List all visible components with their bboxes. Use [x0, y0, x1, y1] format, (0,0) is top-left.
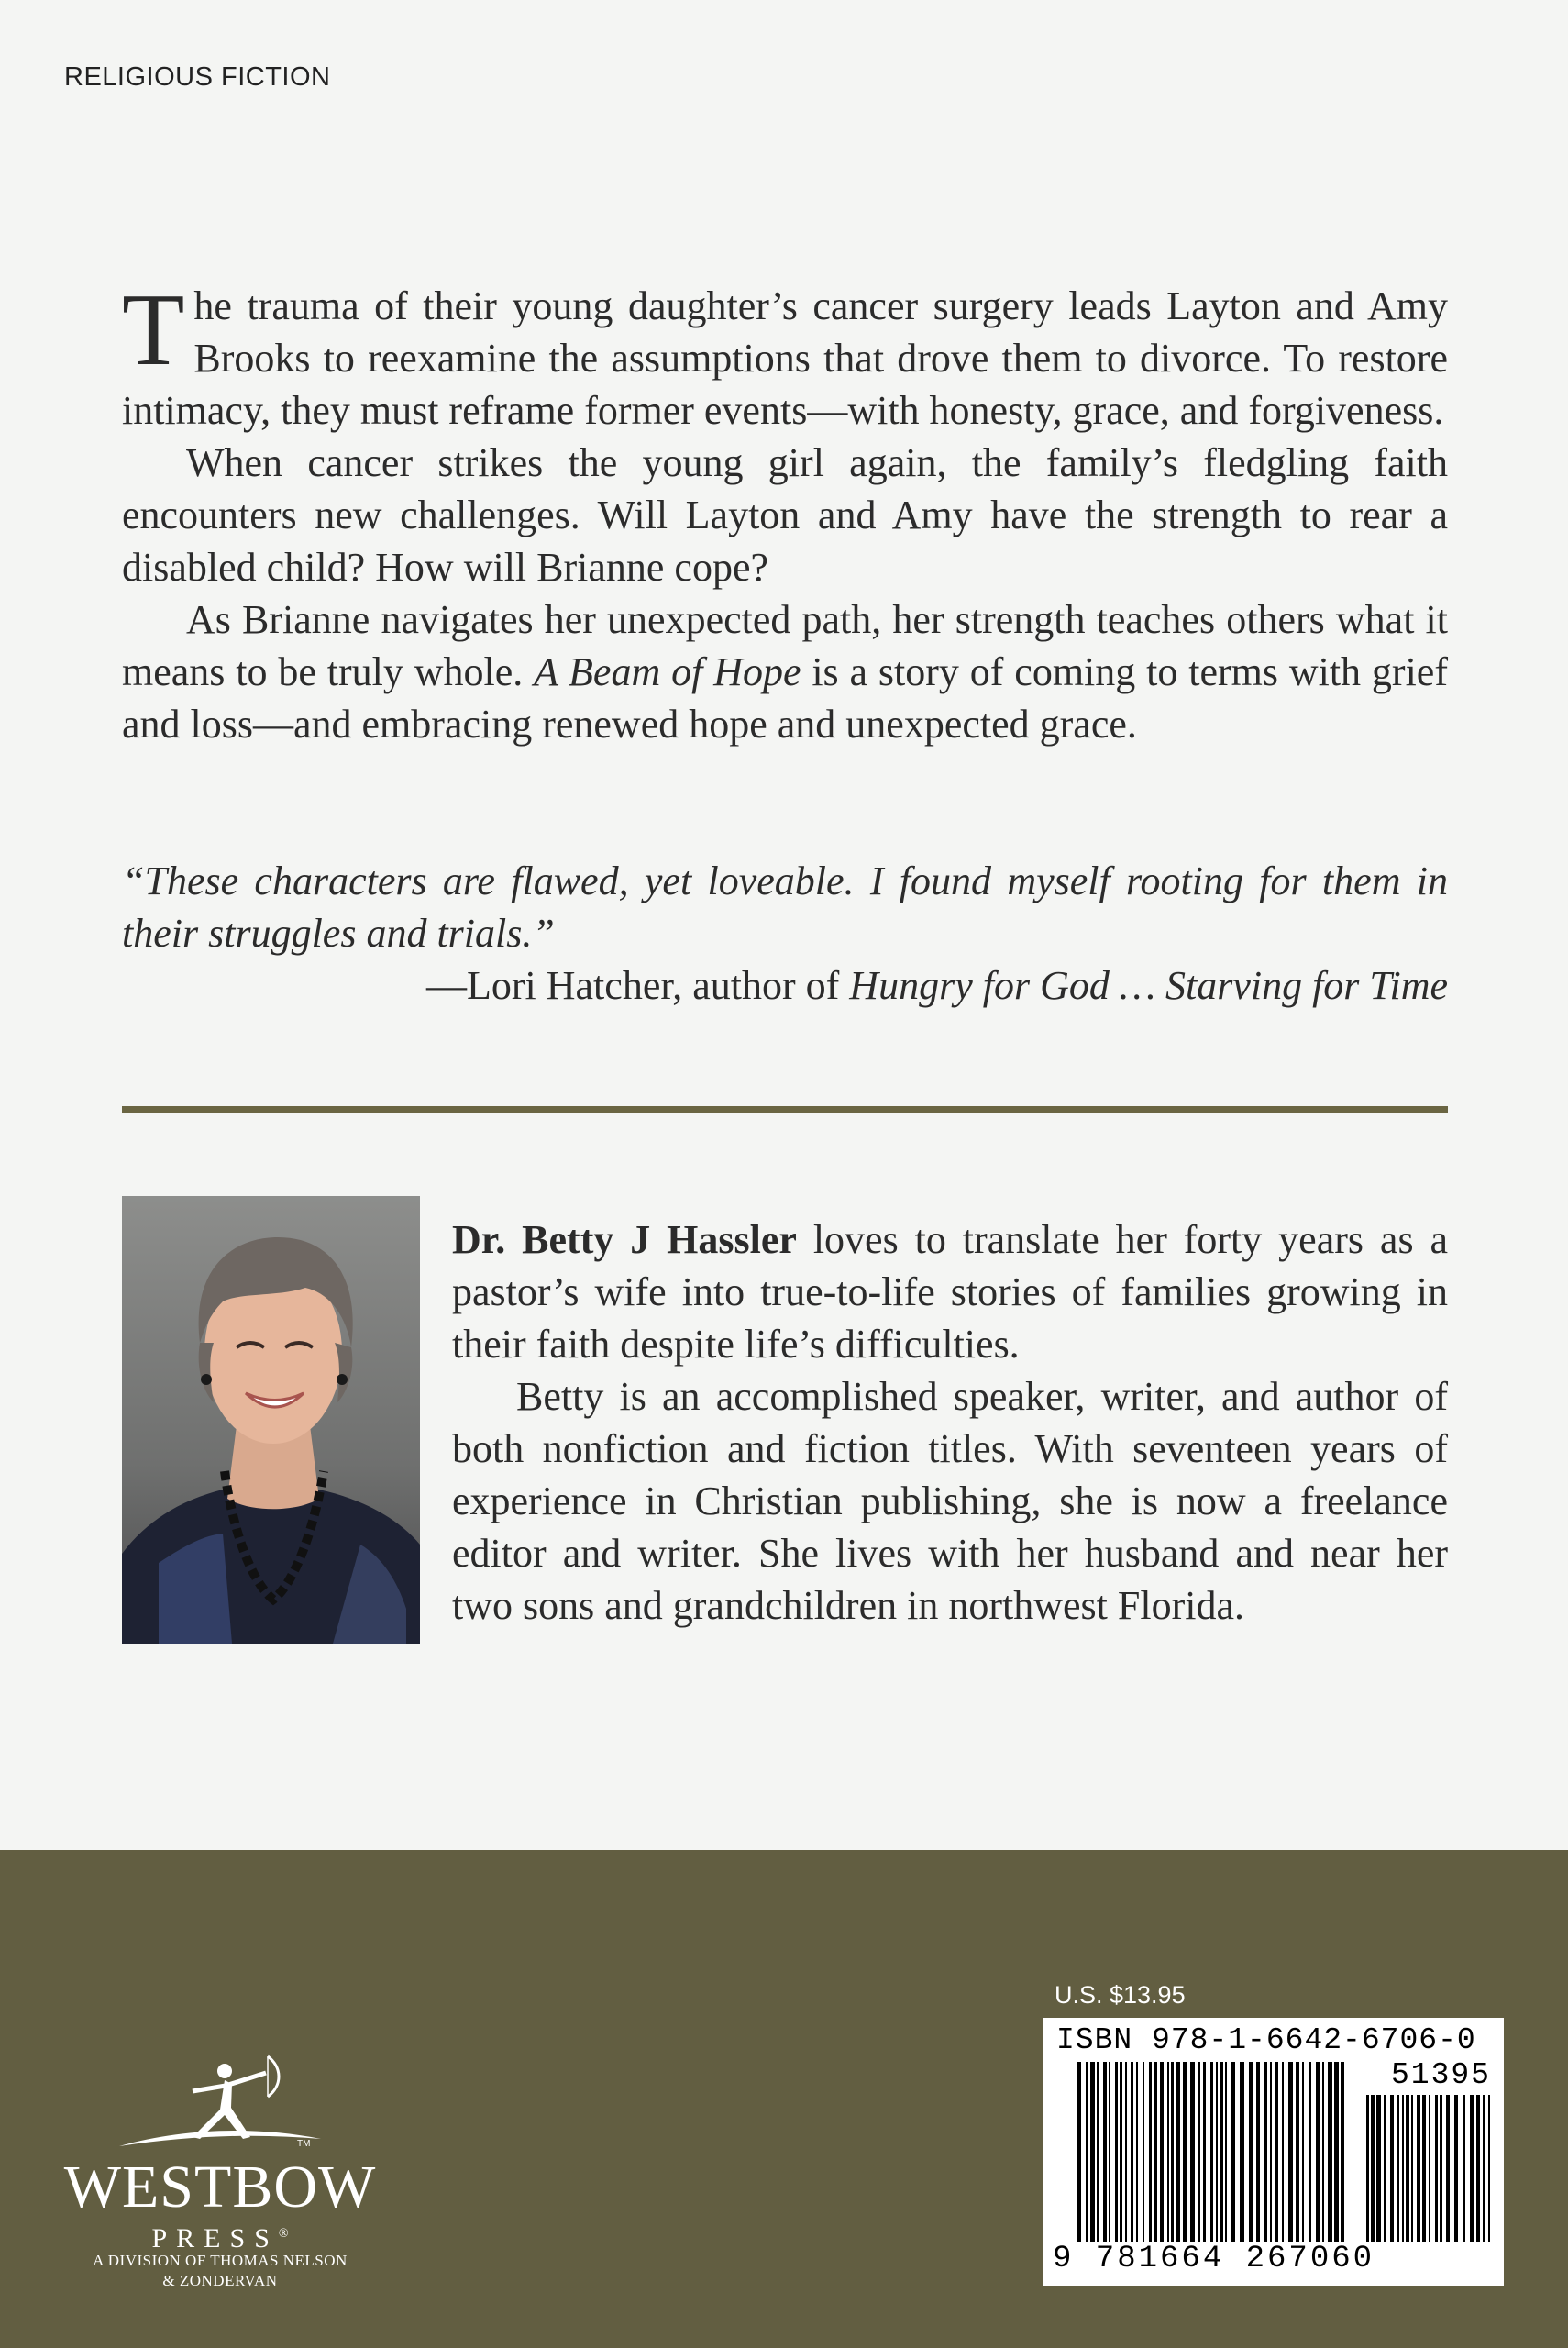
price-label: U.S. $13.95 — [1055, 1981, 1186, 2009]
barcode-bar — [1328, 2062, 1332, 2242]
barcode-bar — [1476, 2095, 1480, 2242]
barcode-bar — [1309, 2062, 1311, 2242]
barcode-bar — [1483, 2095, 1485, 2242]
blurb-paragraph-3: As Brianne navigates her unexpected path, her strength teaches others what it means to be truly whole. A Beam of Hope is a story of coming to terms with grief and loss—and embracing renewed hope and unexpected grace. — [122, 597, 1448, 747]
blurb-paragraph-2: When cancer strikes the young girl again, the family’s fledgling faith encounters new challenges. Will Layton and Amy have the strength to rear a disabled child? How will Brianne cope? — [122, 440, 1448, 590]
barcode-bar — [1376, 2095, 1381, 2242]
barcode-bar — [1288, 2062, 1293, 2242]
endorser-book-title: Hungry for God … Starving for Time — [849, 963, 1448, 1008]
registered-mark: ® — [278, 2227, 289, 2241]
author-portrait-illustration — [122, 1196, 420, 1644]
barcode-bar — [1264, 2062, 1267, 2242]
drop-cap: T — [122, 273, 185, 387]
barcode-bar — [1440, 2095, 1442, 2242]
barcode-bar — [1397, 2095, 1399, 2242]
barcode-bars-main — [1077, 2062, 1352, 2245]
genre-label: RELIGIOUS FICTION — [64, 62, 331, 92]
bio-paragraph-2: Betty is an accomplished speaker, writer, and author of both nonfiction and fiction titles. With seventeen years of experience in Christian publishing, she is now a freelance editor and writer. She lives with her husband and near her two sons and grandchildren in northwest Florida. — [452, 1374, 1448, 1628]
barcode-bar — [1406, 2095, 1409, 2242]
barcode-bar — [1225, 2062, 1227, 2242]
section-divider — [122, 1106, 1448, 1113]
barcode-bar — [1136, 2062, 1138, 2242]
endorsement-attribution: —Lori Hatcher, author of Hungry for God … Starving for Time — [426, 963, 1448, 1008]
publisher-press-line: PRESS® — [151, 2223, 289, 2254]
publisher-logo — [55, 2054, 385, 2293]
barcode-bar — [1171, 2062, 1174, 2242]
barcode-bar — [1270, 2062, 1272, 2242]
barcode-bar — [1210, 2062, 1213, 2242]
author-photo — [122, 1196, 420, 1644]
book-blurb — [122, 273, 1448, 750]
barcode-bar — [1422, 2095, 1426, 2242]
barcode-bar — [1160, 2062, 1164, 2242]
archer-icon — [55, 2054, 385, 2155]
barcode-digits: 9 781664 267060 — [1053, 2242, 1375, 2276]
barcode-bar — [1384, 2095, 1386, 2242]
barcode-bar — [1282, 2062, 1284, 2242]
barcode-bar — [1275, 2062, 1278, 2242]
bio-paragraph-1: Dr. Betty J Hassler loves to translate her forty years as a pastor’s wife into true-to-life stories of families growing in their faith despite life’s difficulties. — [452, 1217, 1449, 1367]
barcode-bar — [1131, 2062, 1133, 2242]
barcode-bar — [1296, 2062, 1299, 2242]
trademark-mark: TM — [297, 2139, 311, 2149]
barcode-bar — [1109, 2062, 1110, 2242]
barcode-bar — [1334, 2062, 1339, 2242]
barcode-bar — [1149, 2062, 1152, 2242]
barcode-bar — [1231, 2062, 1235, 2242]
barcode-bar — [1240, 2062, 1244, 2242]
barcode-bar — [1316, 2062, 1320, 2242]
barcode-bar — [1463, 2095, 1465, 2242]
barcode-bar — [1322, 2062, 1324, 2242]
barcode-bar — [1402, 2095, 1404, 2242]
barcode-bar — [1216, 2062, 1218, 2242]
barcode-bars-addon — [1366, 2095, 1495, 2245]
barcode-bar — [1446, 2095, 1450, 2242]
barcode-bar — [1115, 2062, 1118, 2242]
blurb-paragraph-1: The trauma of their young daughter’s cancer surgery leads Layton and Amy Brooks to reexamine the assumptions that drove them to divorce. To restore intimacy, they must reframe former events—with honesty, grace, and forgiveness. — [122, 273, 1448, 433]
barcode-bar — [1090, 2062, 1095, 2242]
barcode-bar — [1097, 2062, 1099, 2242]
barcode-bar — [1302, 2062, 1304, 2242]
barcode-bar — [1154, 2062, 1157, 2242]
barcode-bar — [1488, 2095, 1490, 2242]
barcode-bar — [1256, 2062, 1260, 2242]
barcode-bar — [1176, 2062, 1180, 2242]
barcode-bar — [1470, 2095, 1474, 2242]
author-bio — [452, 1213, 1448, 1632]
barcode-bar — [1417, 2095, 1420, 2242]
barcode-bar — [1183, 2062, 1187, 2242]
barcode-bar — [1125, 2062, 1127, 2242]
barcode-bar — [1366, 2095, 1369, 2242]
barcode-bar — [1198, 2062, 1200, 2242]
price-code-text: 51395 — [1390, 2058, 1491, 2092]
barcode-bar — [1190, 2062, 1195, 2242]
barcode-bar — [1167, 2062, 1169, 2242]
barcode-bar — [1077, 2062, 1081, 2242]
barcode-bar — [1143, 2062, 1144, 2242]
barcode-bar — [1203, 2062, 1206, 2242]
barcode-bar — [1341, 2062, 1344, 2242]
barcode-bar — [1429, 2095, 1430, 2242]
barcode-bar — [1390, 2095, 1394, 2242]
barcode-bar — [1435, 2095, 1438, 2242]
publisher-division: A DIVISION OF THOMAS NELSON & ZONDERVAN — [93, 2252, 348, 2289]
barcode-bar — [1454, 2095, 1458, 2242]
isbn-text: ISBN 978-1-6642-6706-0 — [1056, 2023, 1476, 2057]
barcode-bar — [1411, 2095, 1413, 2242]
publisher-wordmark: WESTBOW — [63, 2154, 377, 2221]
barcode-bar — [1371, 2095, 1375, 2242]
book-title-inline: A Beam of Hope — [534, 649, 801, 694]
endorsement-quote: “These characters are flawed, yet loveable. I found myself rooting for them in their struggles and trials.” — [122, 858, 1448, 956]
barcode-bar — [1103, 2062, 1107, 2242]
author-name: Dr. Betty J Hassler — [452, 1217, 797, 1262]
barcode-bar — [1120, 2062, 1122, 2242]
barcode-bar — [1249, 2062, 1253, 2242]
barcode-bar — [1220, 2062, 1223, 2242]
isbn-barcode — [1043, 2018, 1504, 2286]
barcode-bar — [1086, 2062, 1088, 2242]
